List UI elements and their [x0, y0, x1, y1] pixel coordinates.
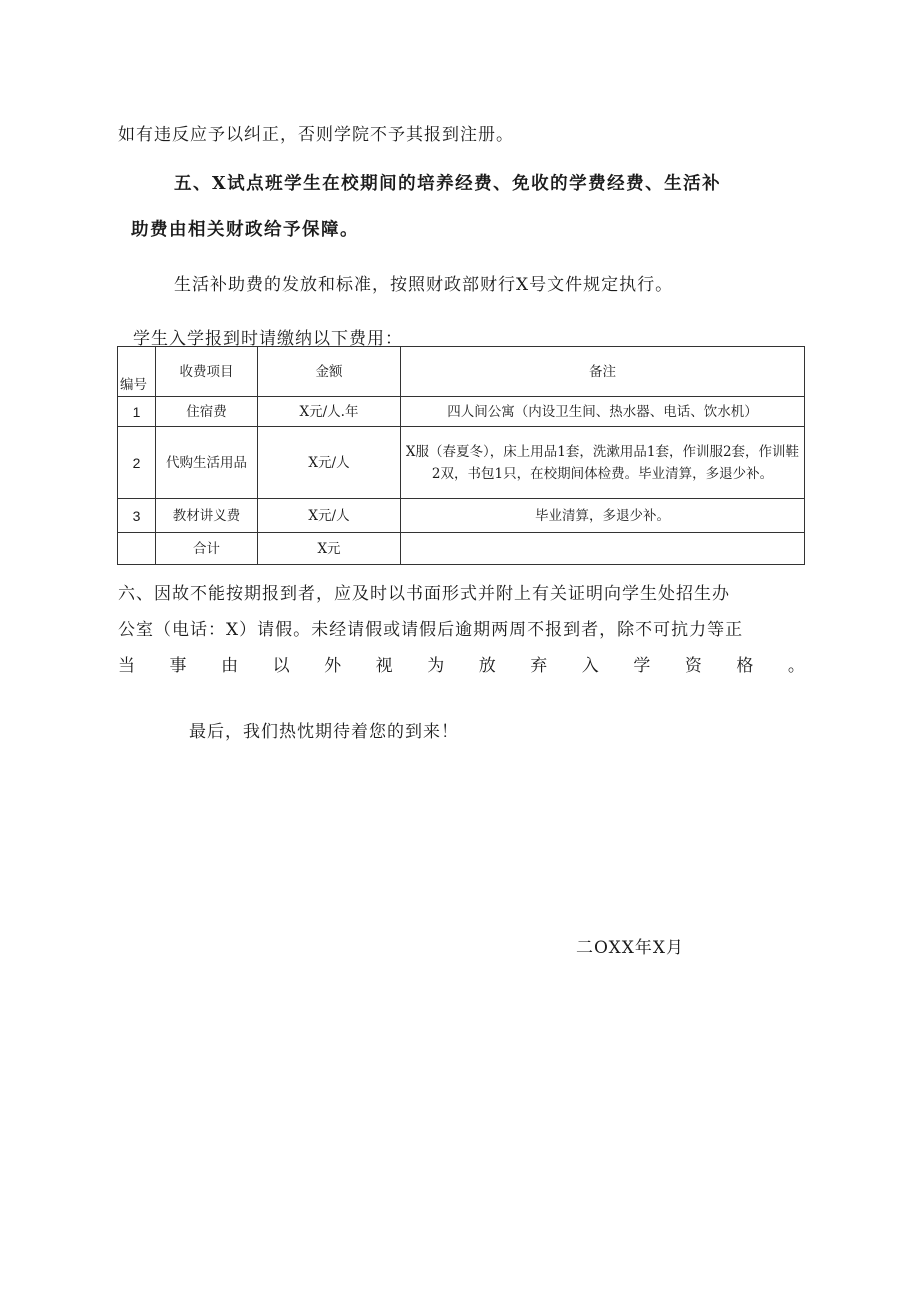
justified-char: 当	[118, 656, 135, 676]
header-amount: 金额	[258, 347, 401, 397]
row-note: 毕业清算，多退少补。	[401, 499, 805, 533]
row-item: 代购生活用品	[156, 427, 258, 499]
table-row	[118, 397, 805, 427]
header-no: 编号	[118, 347, 156, 397]
row-no: 1	[118, 397, 156, 427]
row-no: 2	[118, 427, 156, 499]
fees-intro: 学生入学报到时请缴纳以下费用：	[133, 329, 403, 349]
total-label: 合计	[156, 533, 258, 565]
table-row	[118, 499, 805, 533]
justified-char: 入	[581, 656, 599, 676]
section-6-line-3	[118, 651, 805, 676]
section-6-line-2: 公室（电话：X）请假。未经请假或请假后逾期两周不报到者，除不可抗力等正	[118, 620, 744, 640]
table-row	[118, 427, 805, 499]
row-amount: X元/人.年	[258, 397, 401, 427]
justified-char: 视	[375, 656, 393, 676]
justified-char: 学	[633, 656, 651, 676]
justified-char: 弃	[530, 656, 548, 676]
date-line: 二OXX年X月	[576, 938, 684, 958]
justified-char: 为	[427, 656, 445, 676]
header-item: 收费项目	[156, 347, 258, 397]
justified-char: 由	[221, 656, 239, 676]
total-no	[118, 533, 156, 565]
fees-table	[117, 346, 805, 565]
header-note: 备注	[401, 347, 805, 397]
justified-char: 。	[787, 656, 805, 676]
section-5-heading-line-2: 助费由相关财政给予保障。	[131, 220, 359, 240]
row-note: 四人间公寓（内设卫生间、热水器、电话、饮水机）	[401, 397, 805, 427]
row-item: 住宿费	[156, 397, 258, 427]
total-amount: X元	[258, 533, 401, 565]
paragraph-continuation: 如有违反应予以纠正，否则学院不予其报到注册。	[118, 125, 514, 145]
subsidy-paragraph: 生活补助费的发放和标准，按照财政部财行X号文件规定执行。	[174, 275, 674, 295]
row-amount: X元/人	[258, 427, 401, 499]
row-no: 3	[118, 499, 156, 533]
section-6-line-1: 六、因故不能按期报到者，应及时以书面形式并附上有关证明向学生处招生办	[118, 584, 730, 604]
row-amount: X元/人	[258, 499, 401, 533]
closing-line: 最后，我们热忱期待着您的到来！	[189, 722, 459, 742]
row-note: X服（春夏冬），床上用品1套，洗漱用品1套，作训服2套，作训鞋2双，书包1只，在校期间体检费。毕业清算，多退少补。	[401, 427, 805, 499]
justified-char: 以	[272, 656, 290, 676]
justified-char: 放	[478, 656, 496, 676]
row-item: 教材讲义费	[156, 499, 258, 533]
total-note	[401, 533, 805, 565]
section-5-heading-line-1: 五、X试点班学生在校期间的培养经费、免收的学费经费、生活补	[174, 174, 722, 194]
justified-char: 资	[684, 656, 702, 676]
table-header-row	[118, 347, 805, 397]
justified-char: 外	[324, 656, 342, 676]
justified-char: 事	[169, 656, 187, 676]
table-total-row	[118, 533, 805, 565]
justified-char: 格	[736, 656, 754, 676]
